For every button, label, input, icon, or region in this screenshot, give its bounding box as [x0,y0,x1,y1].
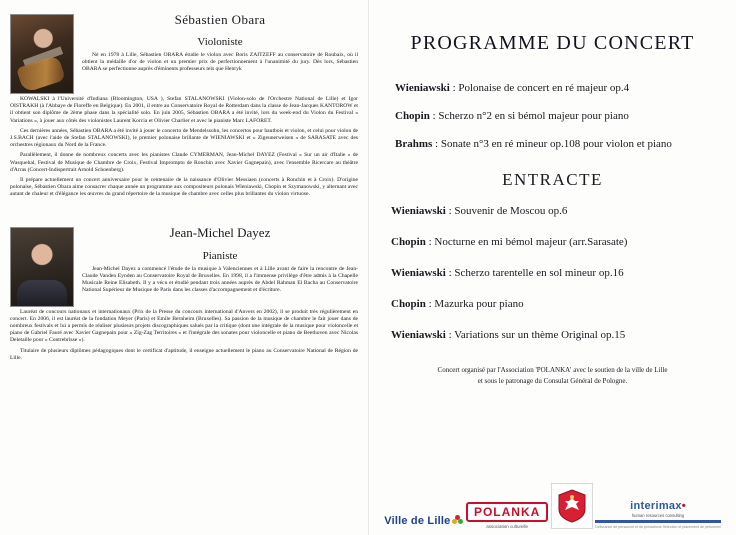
flower-icon [452,515,463,526]
pianist-name: Jean-Michel Dayez [169,224,271,240]
programme-item [395,81,722,96]
intermission-heading: ENTRACTE [502,170,603,189]
programme-item [391,235,722,250]
sponsor-logos [369,483,736,529]
programme-item [391,204,722,219]
interimax-label [595,500,720,512]
violinist-name: Sébastien Obara [174,12,266,27]
work-title: : Sonate n°3 en ré mineur op.108 pour violon et piano [435,138,672,150]
organiser-note [383,365,722,387]
bio-paragraph: Ces dernières années, Sébastien OBARA a été invité à jouer le concerto de Mendelssohn, les concertos pour hautbois et violon, et celui pour violon de J.S.BACH (avec l'aide de Stefan STALANOWSKI), le premier polonaise brillante de WIENIAWSKI et « Zigeunerweisen » de SARASATE avec des orchestres régionaux du Nord de la France. [10,127,358,149]
composer-name: Brahms [395,138,433,150]
programme-column [368,0,736,535]
interimax-logo [595,500,720,529]
interimax-dot-icon: • [681,500,686,512]
programme-item [395,109,722,124]
polanka-sublabel: association culturelle [486,524,528,529]
organiser-line-2: et sous le patronage du Consulat Général de Pologne. [477,377,628,385]
polanka-logo [466,502,548,529]
page-title: PROGRAMME DU CONCERT [410,32,695,54]
artist-block-violinist [10,12,358,199]
composer-name: Wieniawski [395,82,450,94]
polanka-label: POLANKA [466,502,548,522]
composer-name: Chopin [391,298,426,310]
organiser-line-1: Concert organisé par l'Association 'POLANKA' avec le soutien de la ville de Lille [437,366,668,374]
work-title: : Polonaise de concert en ré majeur op.4 [452,82,630,94]
work-title: : Souvenir de Moscou op.6 [448,205,568,217]
consulate-logo [551,483,593,529]
pianist-role: Pianiste [202,249,238,262]
bio-paragraph: Jean-Michel Dayez a commencé l'étude de la musique à Valenciennes et à Lille avant de faire la rencontre de Jean-Claude Vanden Eynden au Conservatoire Royal de Bruxelles. En 1998, il a l'immense privilège d'être admis à la Chapelle Musicale Reine Elisabeth. Il y a vécu et étudié pendant trois années auprès de Abdel Rahman El Bacha au Conservatoire National Supérieur de Musique de Paris dans les classes d'accompagnement et d'écriture. [82,265,358,294]
interimax-wordmark: interimax [630,500,682,512]
composer-name: Chopin [395,110,430,122]
violinist-role: Violoniste [197,36,243,48]
work-title: : Variations sur un thème Original op.15 [448,329,626,341]
bio-paragraph: Né en 1978 à Lille, Sébastien OBARA étudie le violon avec Boris ZAITZEFF au conservatoire de Roubaix, où il obtient la médaille d'or de violon et un premier prix de perfectionnement à l'unanimité du jury. Dès lors, Sébastien OBARA se perfectionne auprès d'éminents professeurs tels que Henryk [82,52,358,73]
artist-block-pianist [10,225,358,362]
violinist-bio-rest [10,96,358,199]
work-title: : Mazurka pour piano [428,298,524,310]
composer-name: Wieniawski [391,329,446,341]
eagle-crest-icon [551,483,593,529]
bio-paragraph: KOWALSKI à l'Université d'Indiana (Bloomington, USA ), Stefan STALANOWSKI (Violon-solo de l'Orchestre National de Lille) et Igor OISTRAKH (à l'Abbaye de Floreffe en Belgique). En 2001, il entre au Conservatoire Royal de Rotterdam dans la classe de Jean-Jacques KANTOROW et il obtient son diplôme de 2ème phase dans la spécialité solo. En juin 2005, Sébastien OBARA a été invité, lors du week-end du Violon du Festival « Variations », à jouer aux côtés des violonistes Laurent Korcia et Olivier Charlier et avec le pianiste Marc LAFORET. [10,96,358,124]
interimax-fineprint: Délivrance de personnel et de prestations Sélection et placement de personnel [595,525,721,529]
programme-item [391,297,722,312]
pianist-portrait-photo [10,227,74,307]
composer-name: Wieniawski [391,205,446,217]
composer-name: Chopin [391,236,426,248]
interimax-bar [595,520,720,523]
programme-part-one [377,81,728,152]
bio-paragraph: Titulaire de plusieurs diplômes pédagogiques dont le certificat d'aptitude, il enseigne actuellement le piano au Conservatoire National de Région de Lille. [10,347,358,361]
interimax-sublabel: human resources consulting [631,513,685,518]
work-title: : Scherzo tarentelle en sol mineur op.16 [448,267,624,279]
ville-de-lille-label: Ville de Lille [384,515,451,527]
ville-de-lille-logo [384,511,463,529]
programme-item [391,266,722,281]
work-title: : Nocturne en mi bémol majeur (arr.Sarasate) [428,236,628,248]
bio-paragraph: Lauréat de concours nationaux et internationaux (Prix de la Presse du concours international d'Anvers en 2002), il se produit très régulièrement en concert. En 2006, il est lauréat de la fondation Meyer (Paris) et Emile Bernheim (Bruxelles). Sa passion de la musique de chambre le fait jouer dans de nombreux festivals et lui a permis de réaliser plusieurs projets discographiques salués par la critique (dont une intégrale de la musique pour violoncelle et piano de Gabriel Fauré avec Xavier Gagnepain pour « Zig-Zag Territoires » et l'intégrale des sonates pour violoncelle et piano de Beethoven avec Nicolas Deletaille pour « Contrebrisse »). [10,308,358,344]
programme-part-two [377,204,728,343]
programme-item [391,328,722,343]
composer-name: Wieniawski [391,267,446,279]
bio-paragraph: Parallèlement, il donne de nombreux concerts avec les pianistes Claude CYMERMAN, Jean-Michel DAYEZ (Festival « Sur un air d'Italie » de Wasquehal, Festival de Musique de Chambre de Croix, Festival Impromptu de Ronchin avec Xavier Gagnepain), avec l'ensemble Ricercare au théâtre d'Arras (Concert-Indispertrait Arnold Schoenberg). [10,152,358,173]
violinist-portrait-photo [10,14,74,94]
pianist-bio-rest [10,309,358,362]
work-title: : Scherzo n°2 en si bémol majeur pour piano [432,110,629,122]
bio-paragraph: Il prépare actuellement un concert anniversaire pour le centenaire de la naissance d'Olivier Messiaen (concerts à Ronchin et à Croix). D'origine polonaise, Sébastien Obara aime consacrer chaque année un programme aux compositeurs polonais Wieniawski, Chopin et Szymanowski, y alternant avec autant de chaleur et d'élégance les œuvres du grand répertoire de la musique de chambre avec celles plus brillantes du violon virtuose. [10,177,358,198]
programme-item [395,137,722,152]
